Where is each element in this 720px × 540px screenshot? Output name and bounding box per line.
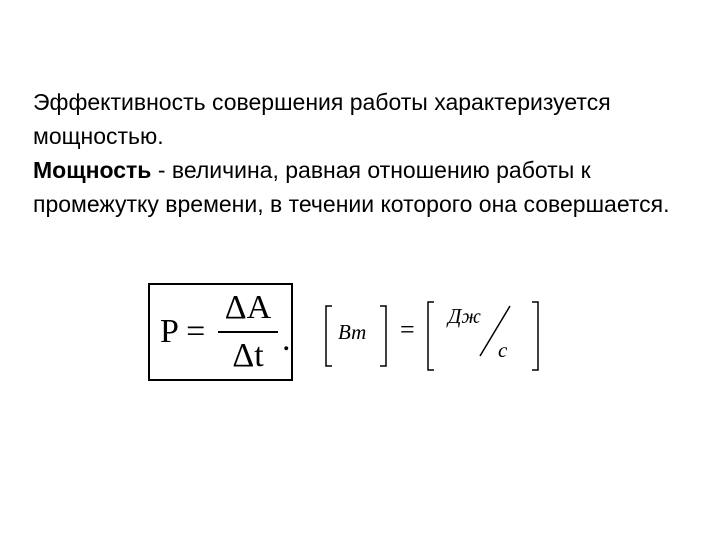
formula-denominator: Δt xyxy=(232,337,264,374)
power-unit: Вт xyxy=(338,320,367,344)
definition-paragraph xyxy=(33,153,693,221)
fraction-bar xyxy=(218,331,278,333)
time-unit: с xyxy=(498,338,508,362)
formula-lhs: P = xyxy=(160,313,206,350)
intro-paragraph: Эффективность совершения работы характеризуется мощностью. xyxy=(33,89,611,149)
energy-unit: Дж xyxy=(448,304,481,328)
formula-period: . xyxy=(282,321,291,358)
unit-formula xyxy=(322,300,552,372)
power-formula xyxy=(148,283,293,381)
unit-equals: = xyxy=(400,315,415,344)
definition-term: Мощность xyxy=(33,157,152,183)
definition-text: - величина, равная отношению работы к промежутку времени, в течении которого она совершается. xyxy=(33,157,670,217)
text-content xyxy=(33,85,693,221)
formula-numerator: ΔA xyxy=(224,289,272,326)
